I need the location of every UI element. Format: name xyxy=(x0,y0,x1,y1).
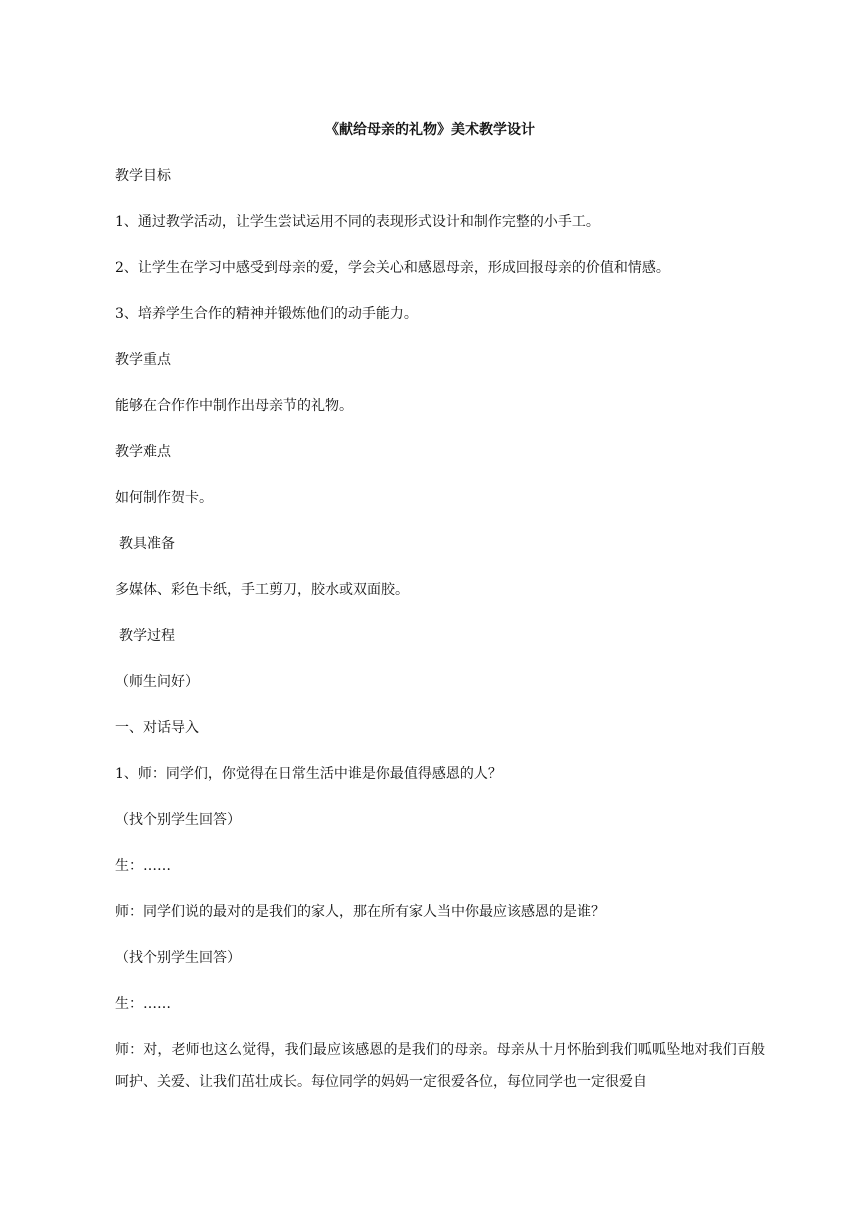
document-title: 《献给母亲的礼物》美术教学设计 xyxy=(325,122,535,138)
part-1-heading: 一、对话导入 xyxy=(115,720,199,736)
key-points-heading: 教学重点 xyxy=(115,352,171,368)
document-body xyxy=(115,166,765,1124)
difficulty-heading: 教学难点 xyxy=(115,444,171,460)
objective-3: 3、培养学生合作的精神并锻炼他们的动手能力。 xyxy=(115,306,418,322)
objectives-heading: 教学目标 xyxy=(115,168,171,184)
greeting-note: （师生问好） xyxy=(115,674,199,690)
note-2: （找个别学生回答） xyxy=(115,950,241,966)
teacher-statement-2: 师：同学们说的最对的是我们的家人，那在所有家人当中你最应该感恩的是谁？ xyxy=(115,904,605,920)
objective-1: 1、通过教学活动，让学生尝试运用不同的表现形式设计和制作完整的小手工。 xyxy=(115,214,600,230)
question-1: 1、师：同学们，你觉得在日常生活中谁是你最值得感恩的人？ xyxy=(115,766,502,782)
materials-heading: 教具准备 xyxy=(119,536,175,552)
materials-text: 多媒体、彩色卡纸，手工剪刀，胶水或双面胶。 xyxy=(115,582,409,598)
answer-1: 生：…… xyxy=(115,858,171,874)
note-1: （找个别学生回答） xyxy=(115,812,241,828)
difficulty-text: 如何制作贺卡。 xyxy=(115,490,213,506)
answer-2: 生：…… xyxy=(115,996,171,1012)
objective-2: 2、让学生在学习中感受到母亲的爱，学会关心和感恩母亲，形成回报母亲的价值和情感。 xyxy=(115,260,670,276)
teacher-statement-3: 师：对，老师也这么觉得，我们最应该感恩的是我们的母亲。母亲从十月怀胎到我们呱呱坠地对我们百般呵护、关爱、让我们茁壮成长。每位同学的妈妈一定很爱各位，每位同学也一定很爱自 xyxy=(115,1042,765,1090)
key-points-text: 能够在合作作中制作出母亲节的礼物。 xyxy=(115,398,353,414)
process-heading: 教学过程 xyxy=(119,628,175,644)
